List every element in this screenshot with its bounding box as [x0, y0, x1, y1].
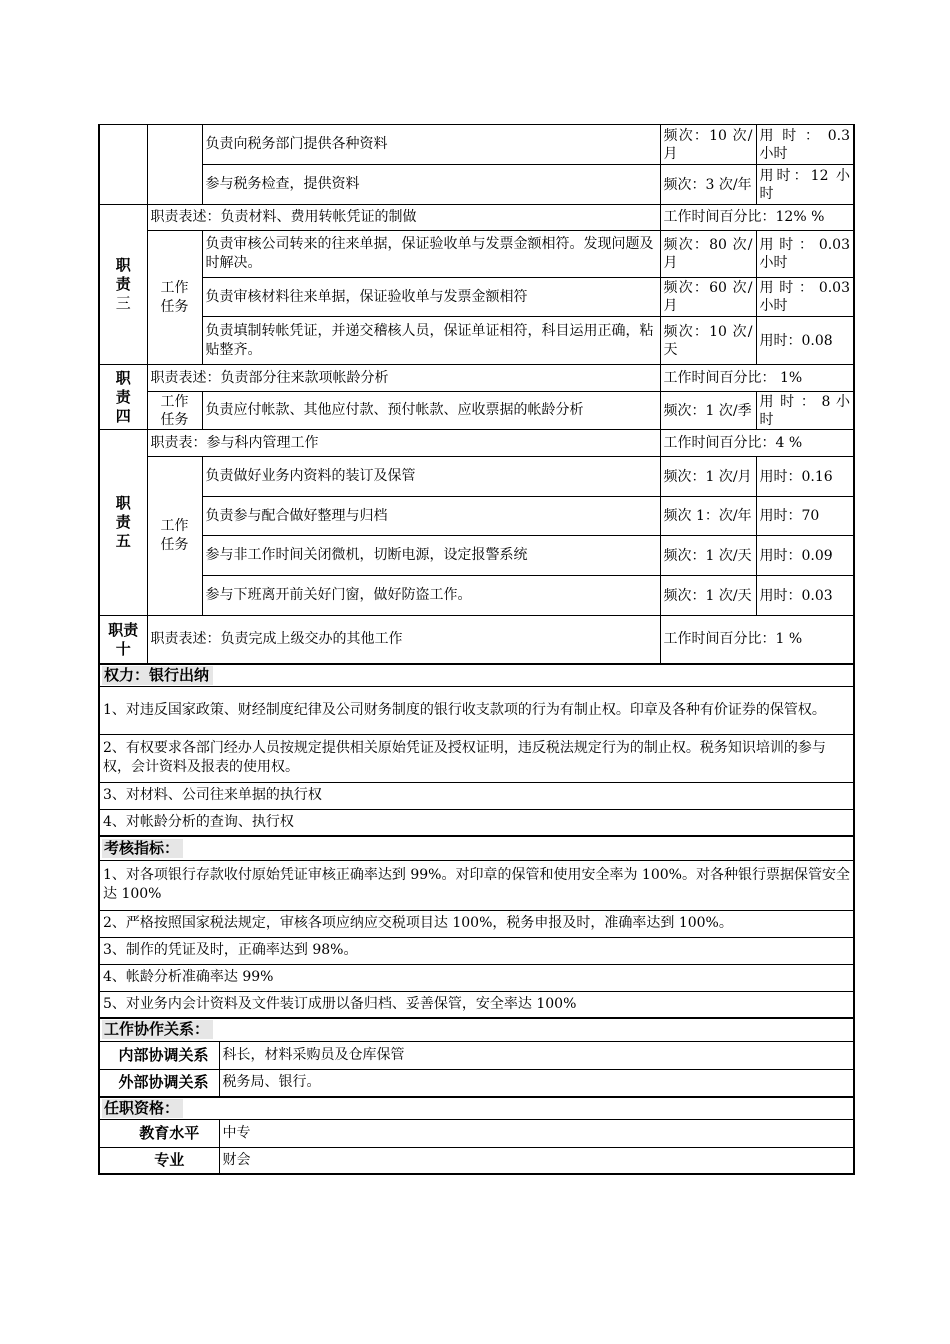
duties-table [98, 124, 855, 664]
education-label: 教育水平 [99, 1119, 219, 1147]
kpi-item: 5、对业务内会计资料及文件装订成册以备归档、妥善保管，安全率达 100% [99, 991, 854, 1018]
qualification-title: 任职资格： [99, 1097, 854, 1119]
task-row [99, 278, 854, 317]
task-frequency: 频次：10 次/ 月 [660, 125, 756, 165]
authority-item: 4、对帐龄分析的查询、执行权 [99, 809, 854, 836]
task-row [99, 165, 854, 205]
task-row [99, 457, 854, 497]
list-item [99, 910, 854, 937]
task-row [99, 231, 854, 278]
education-row [99, 1119, 854, 1147]
task-frequency: 频次 1：次/年 [660, 497, 756, 536]
task-frequency: 频次：1 次/月 [660, 457, 756, 497]
section-header-row [99, 1097, 854, 1119]
task-label: 工作 任务 [147, 231, 202, 365]
duty-3-label: 职 责 三 [99, 205, 147, 365]
task-time: 用 时 ： 8 小时 [756, 392, 854, 430]
list-item [99, 964, 854, 991]
external-cooperation-value: 税务局、银行。 [219, 1069, 854, 1097]
duty-description: 职责表述：负责材料、费用转帐凭证的制做 [147, 205, 660, 231]
kpi-item: 2、严格按照国家税法规定，审核各项应纳应交税项目达 100%，税务申报及时，准确率达到 100%。 [99, 910, 854, 937]
duty-time-percent: 工作时间百分比：4 % [660, 430, 854, 457]
duty-5-label: 职 责 五 [99, 430, 147, 616]
task-label: 工作 任务 [147, 392, 202, 430]
task-row [99, 317, 854, 365]
task-text: 负责向税务部门提供各种资料 [202, 125, 660, 165]
list-item [99, 782, 854, 809]
duty-label-cell [99, 125, 147, 205]
task-time: 用时：0.08 [756, 317, 854, 365]
kpi-item: 3、制作的凭证及时，正确率达到 98%。 [99, 937, 854, 964]
list-item [99, 991, 854, 1018]
internal-cooperation-label: 内部协调关系 [99, 1041, 219, 1069]
duty-time-percent: 工作时间百分比：1 % [660, 616, 854, 664]
list-item [99, 937, 854, 964]
task-time: 用时：12 小时 [756, 165, 854, 205]
task-time: 用时：0.09 [756, 536, 854, 576]
task-text: 参与税务检查，提供资料 [202, 165, 660, 205]
duty-time-percent: 工作时间百分比：12% % [660, 205, 854, 231]
task-text: 负责填制转帐凭证，并递交稽核人员，保证单证相符，科目运用正确，粘贴整齐。 [202, 317, 660, 365]
task-text: 负责审核公司转来的往来单据，保证验收单与发票金额相符。发现问题及时解决。 [202, 231, 660, 278]
duty-description: 职责表述：负责完成上级交办的其他工作 [147, 616, 660, 664]
task-time: 用 时 ： 0.03小时 [756, 231, 854, 278]
authority-item: 1、对违反国家政策、财经制度纪律及公司财务制度的银行收支款项的行为有制止权。印章及各种有价证券的保管权。 [99, 686, 854, 734]
major-label: 专业 [99, 1147, 219, 1174]
job-description-sheet [98, 124, 853, 1175]
task-text: 参与下班离开前关好门窗，做好防盗工作。 [202, 576, 660, 616]
task-text: 负责应付帐款、其他应付款、预付帐款、应收票据的帐龄分析 [202, 392, 660, 430]
info-table [98, 663, 855, 1175]
kpi-item: 1、对各项银行存款收付原始凭证审核正确率达到 99%。对印章的保管和使用安全率为 100%。对各种银行票据保管安全达 100% [99, 860, 854, 910]
duty-time-percent: 工作时间百分比： 1% [660, 365, 854, 392]
task-time: 用时：70 [756, 497, 854, 536]
task-text: 负责审核材料往来单据，保证验收单与发票金额相符 [202, 278, 660, 317]
task-frequency: 频次：80 次/ 月 [660, 231, 756, 278]
education-value: 中专 [219, 1119, 854, 1147]
section-header-row [99, 664, 854, 686]
task-row [99, 497, 854, 536]
duty-description-row [99, 430, 854, 457]
task-text: 负责做好业务内资料的装订及保管 [202, 457, 660, 497]
external-cooperation-label: 外部协调关系 [99, 1069, 219, 1097]
duty-description: 职责表：参与科内管理工作 [147, 430, 660, 457]
list-item [99, 686, 854, 734]
task-time: 用时：0.16 [756, 457, 854, 497]
task-frequency: 频次：1 次/天 [660, 536, 756, 576]
authority-title: 权力：银行出纳 [99, 664, 854, 686]
task-row [99, 392, 854, 430]
task-label-cell [147, 125, 202, 205]
kpi-title: 考核指标： [99, 836, 854, 860]
duty-10-label: 职责 十 [99, 616, 147, 664]
duty-description-row [99, 205, 854, 231]
task-text: 参与非工作时间关闭微机，切断电源，设定报警系统 [202, 536, 660, 576]
task-row [99, 125, 854, 165]
task-frequency: 频次：1 次/天 [660, 576, 756, 616]
cooperation-external-row [99, 1069, 854, 1097]
task-text: 负责参与配合做好整理与归档 [202, 497, 660, 536]
task-row [99, 576, 854, 616]
task-frequency: 频次：60 次/ 月 [660, 278, 756, 317]
internal-cooperation-value: 科长，材料采购员及仓库保管 [219, 1041, 854, 1069]
task-frequency: 频次：3 次/年 [660, 165, 756, 205]
duty-4-label: 职 责 四 [99, 365, 147, 430]
task-frequency: 频次：10 次/天 [660, 317, 756, 365]
cooperation-title: 工作协作关系： [99, 1018, 854, 1041]
major-value: 财会 [219, 1147, 854, 1174]
kpi-item: 4、帐龄分析准确率达 99% [99, 964, 854, 991]
list-item [99, 860, 854, 910]
task-label: 工作 任务 [147, 457, 202, 616]
section-header-row [99, 836, 854, 860]
task-time: 用 时 ： 0.3小时 [756, 125, 854, 165]
task-row [99, 536, 854, 576]
duty-description-row [99, 365, 854, 392]
list-item [99, 734, 854, 782]
task-time: 用 时 ： 0.03小时 [756, 278, 854, 317]
list-item [99, 809, 854, 836]
cooperation-internal-row [99, 1041, 854, 1069]
task-time: 用时：0.03 [756, 576, 854, 616]
authority-item: 3、对材料、公司往来单据的执行权 [99, 782, 854, 809]
duty-description-row [99, 616, 854, 664]
authority-item: 2、有权要求各部门经办人员按规定提供相关原始凭证及授权证明，违反税法规定行为的制止权。税务知识培训的参与权，会计资料及报表的使用权。 [99, 734, 854, 782]
duty-description: 职责表述：负责部分往来款项帐龄分析 [147, 365, 660, 392]
task-frequency: 频次：1 次/季 [660, 392, 756, 430]
major-row [99, 1147, 854, 1174]
section-header-row [99, 1018, 854, 1041]
